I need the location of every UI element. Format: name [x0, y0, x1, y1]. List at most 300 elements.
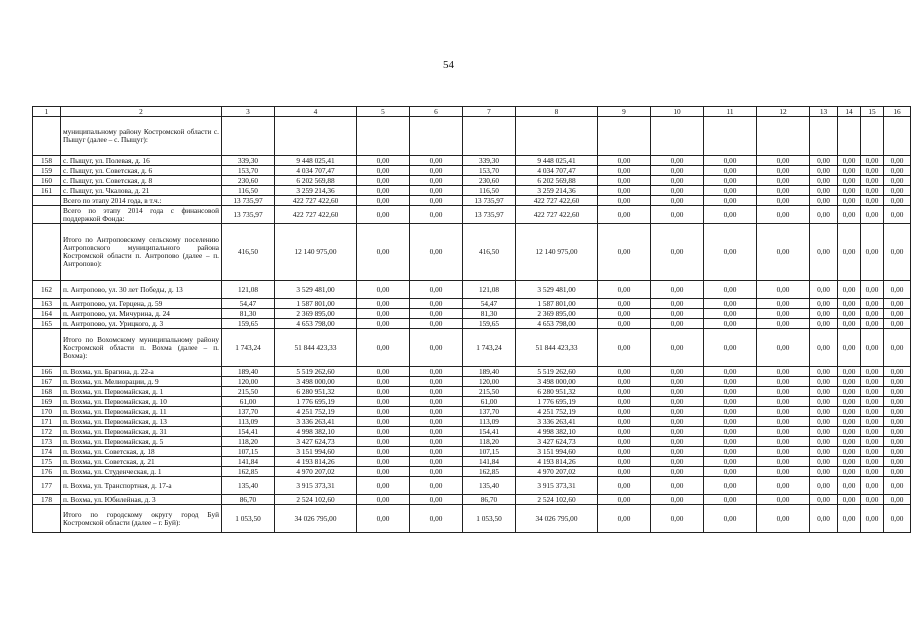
value-cell: 0,00 — [884, 467, 911, 477]
value-cell: 3 151 994,60 — [275, 447, 357, 457]
value-cell: 0,00 — [884, 387, 911, 397]
value-cell: 0,00 — [704, 319, 757, 329]
value-cell: 0,00 — [757, 196, 810, 206]
value-cell: 0,00 — [704, 477, 757, 495]
value-cell: 0,00 — [884, 299, 911, 309]
address-cell: п. Вохма, ул. Транспортная, д. 17-а — [61, 477, 222, 495]
value-cell: 81,30 — [463, 309, 516, 319]
value-cell: 0,00 — [838, 281, 861, 299]
value-cell: 0,00 — [357, 156, 410, 166]
value-cell: 159,65 — [222, 319, 275, 329]
column-header: 3 — [222, 107, 275, 117]
row-number-cell: 171 — [33, 417, 61, 427]
value-cell: 0,00 — [838, 505, 861, 533]
value-cell: 0,00 — [810, 467, 838, 477]
table-row — [33, 117, 911, 156]
value-cell: 4 970 207,02 — [275, 467, 357, 477]
value-cell: 113,09 — [463, 417, 516, 427]
value-cell: 0,00 — [838, 206, 861, 224]
value-cell: 0,00 — [651, 196, 704, 206]
value-cell: 0,00 — [598, 196, 651, 206]
value-cell: 0,00 — [357, 196, 410, 206]
value-cell: 13 735,97 — [463, 206, 516, 224]
value-cell: 339,30 — [463, 156, 516, 166]
value-cell: 86,70 — [463, 495, 516, 505]
value-cell: 4 653 798,00 — [516, 319, 598, 329]
row-number-cell: 163 — [33, 299, 61, 309]
value-cell: 3 498 000,00 — [275, 377, 357, 387]
value-cell: 0,00 — [861, 224, 884, 281]
value-cell: 3 427 624,73 — [516, 437, 598, 447]
value-cell: 0,00 — [410, 224, 463, 281]
value-cell: 0,00 — [704, 377, 757, 387]
value-cell: 189,40 — [463, 367, 516, 377]
value-cell: 0,00 — [838, 299, 861, 309]
row-number-cell — [33, 117, 61, 156]
value-cell: 0,00 — [810, 309, 838, 319]
address-cell: п. Вохма, ул. Брагина, д. 22-а — [61, 367, 222, 377]
value-cell: 6 202 569,88 — [516, 176, 598, 186]
value-cell: 422 727 422,60 — [516, 196, 598, 206]
value-cell: 0,00 — [861, 397, 884, 407]
value-cell: 0,00 — [704, 407, 757, 417]
value-cell: 0,00 — [838, 447, 861, 457]
table-row — [33, 397, 911, 407]
row-number-cell: 175 — [33, 457, 61, 467]
value-cell: 4 998 382,10 — [275, 427, 357, 437]
address-cell: п. Вохма, ул. Юбилейная, д. 3 — [61, 495, 222, 505]
value-cell: 0,00 — [410, 156, 463, 166]
value-cell: 0,00 — [410, 196, 463, 206]
value-cell: 0,00 — [838, 156, 861, 166]
value-cell: 0,00 — [357, 387, 410, 397]
value-cell: 0,00 — [884, 156, 911, 166]
row-number-cell: 159 — [33, 166, 61, 176]
value-cell: 3 498 000,00 — [516, 377, 598, 387]
value-cell: 0,00 — [410, 407, 463, 417]
row-number-cell: 160 — [33, 176, 61, 186]
value-cell: 0,00 — [838, 427, 861, 437]
value-cell: 0,00 — [357, 427, 410, 437]
value-cell: 0,00 — [410, 166, 463, 176]
value-cell: 0,00 — [810, 186, 838, 196]
column-header: 4 — [275, 107, 357, 117]
value-cell: 422 727 422,60 — [516, 206, 598, 224]
value-cell: 0,00 — [704, 427, 757, 437]
value-cell: 0,00 — [810, 407, 838, 417]
page-number: 54 — [443, 59, 454, 71]
value-cell: 0,00 — [651, 329, 704, 367]
value-cell: 0,00 — [861, 166, 884, 176]
address-cell: п. Вохма, ул. Советская, д. 21 — [61, 457, 222, 467]
address-cell: п. Вохма, ул. Первомайская, д. 11 — [61, 407, 222, 417]
value-cell: 0,00 — [598, 457, 651, 467]
table-row — [33, 166, 911, 176]
table-row — [33, 281, 911, 299]
value-cell: 4 034 707,47 — [516, 166, 598, 176]
value-cell: 0,00 — [838, 309, 861, 319]
address-cell: Всего по этапу 2014 года с финансовой поддержкой Фонда: — [61, 206, 222, 224]
address-cell: п. Вохма, ул. Первомайская, д. 13 — [61, 417, 222, 427]
value-cell: 51 844 423,33 — [516, 329, 598, 367]
value-cell: 0,00 — [757, 495, 810, 505]
value-cell: 0,00 — [357, 319, 410, 329]
value-cell: 0,00 — [651, 505, 704, 533]
value-cell: 0,00 — [598, 397, 651, 407]
row-number-cell — [33, 505, 61, 533]
value-cell: 0,00 — [357, 407, 410, 417]
value-cell: 3 259 214,36 — [516, 186, 598, 196]
value-cell: 0,00 — [884, 505, 911, 533]
value-cell: 0,00 — [884, 377, 911, 387]
value-cell: 3 529 481,00 — [275, 281, 357, 299]
value-cell: 0,00 — [757, 457, 810, 467]
value-cell: 0,00 — [861, 407, 884, 417]
value-cell: 0,00 — [861, 299, 884, 309]
value-cell: 0,00 — [357, 467, 410, 477]
value-cell: 3 529 481,00 — [516, 281, 598, 299]
address-cell: п. Вохма, ул. Первомайская, д. 1 — [61, 387, 222, 397]
value-cell: 4 653 798,00 — [275, 319, 357, 329]
column-header: 6 — [410, 107, 463, 117]
value-cell: 0,00 — [810, 377, 838, 387]
value-cell: 0,00 — [810, 417, 838, 427]
value-cell: 81,30 — [222, 309, 275, 319]
value-cell: 0,00 — [838, 329, 861, 367]
value-cell: 0,00 — [757, 397, 810, 407]
value-cell — [516, 117, 598, 156]
value-cell: 0,00 — [598, 281, 651, 299]
row-number-cell — [33, 329, 61, 367]
value-cell: 154,41 — [222, 427, 275, 437]
value-cell: 0,00 — [357, 329, 410, 367]
value-cell: 215,50 — [222, 387, 275, 397]
value-cell: 0,00 — [598, 407, 651, 417]
value-cell: 0,00 — [861, 176, 884, 186]
value-cell: 0,00 — [838, 186, 861, 196]
value-cell: 0,00 — [861, 417, 884, 427]
table-row — [33, 387, 911, 397]
value-cell: 0,00 — [810, 367, 838, 377]
value-cell: 0,00 — [410, 417, 463, 427]
column-header: 14 — [838, 107, 861, 117]
value-cell: 0,00 — [598, 377, 651, 387]
value-cell: 0,00 — [884, 427, 911, 437]
value-cell: 0,00 — [757, 427, 810, 437]
row-number-cell: 166 — [33, 367, 61, 377]
value-cell: 1 743,24 — [463, 329, 516, 367]
value-cell: 0,00 — [651, 447, 704, 457]
value-cell: 0,00 — [704, 176, 757, 186]
value-cell: 0,00 — [704, 329, 757, 367]
value-cell: 0,00 — [810, 397, 838, 407]
address-cell: п. Вохма, ул. Советская, д. 18 — [61, 447, 222, 457]
address-cell: Итого по городскому округу город Буй Костромской области (далее – г. Буй): — [61, 505, 222, 533]
address-cell: п. Антропово, ул. Урицкого, д. 3 — [61, 319, 222, 329]
value-cell: 0,00 — [598, 477, 651, 495]
value-cell: 86,70 — [222, 495, 275, 505]
value-cell: 0,00 — [861, 156, 884, 166]
value-cell: 0,00 — [861, 367, 884, 377]
value-cell: 116,50 — [222, 186, 275, 196]
value-cell: 4 193 814,26 — [275, 457, 357, 467]
value-cell — [884, 117, 911, 156]
value-cell: 107,15 — [222, 447, 275, 457]
value-cell: 2 369 895,00 — [516, 309, 598, 319]
value-cell: 0,00 — [838, 377, 861, 387]
column-header: 16 — [884, 107, 911, 117]
value-cell: 0,00 — [357, 309, 410, 319]
value-cell: 0,00 — [884, 166, 911, 176]
value-cell: 34 026 795,00 — [275, 505, 357, 533]
address-cell: п. Вохма, ул. Студенческая, д. 1 — [61, 467, 222, 477]
value-cell: 9 448 025,41 — [275, 156, 357, 166]
value-cell: 0,00 — [757, 387, 810, 397]
row-number-cell: 158 — [33, 156, 61, 166]
value-cell: 0,00 — [598, 329, 651, 367]
value-cell: 0,00 — [884, 319, 911, 329]
value-cell: 0,00 — [757, 447, 810, 457]
value-cell: 0,00 — [651, 319, 704, 329]
value-cell: 0,00 — [410, 206, 463, 224]
value-cell: 0,00 — [410, 309, 463, 319]
column-header: 13 — [810, 107, 838, 117]
value-cell: 153,70 — [222, 166, 275, 176]
value-cell: 0,00 — [838, 477, 861, 495]
value-cell: 0,00 — [651, 166, 704, 176]
value-cell — [810, 117, 838, 156]
table-row — [33, 467, 911, 477]
value-cell: 0,00 — [810, 427, 838, 437]
row-number-cell: 162 — [33, 281, 61, 299]
row-number-cell: 169 — [33, 397, 61, 407]
value-cell: 0,00 — [838, 467, 861, 477]
row-number-cell: 168 — [33, 387, 61, 397]
table-row — [33, 437, 911, 447]
value-cell: 0,00 — [838, 224, 861, 281]
row-number-cell: 164 — [33, 309, 61, 319]
value-cell: 0,00 — [598, 206, 651, 224]
value-cell: 0,00 — [598, 417, 651, 427]
value-cell: 0,00 — [598, 447, 651, 457]
value-cell: 4 034 707,47 — [275, 166, 357, 176]
value-cell: 0,00 — [410, 281, 463, 299]
value-cell: 121,08 — [463, 281, 516, 299]
value-cell: 3 427 624,73 — [275, 437, 357, 447]
value-cell: 0,00 — [757, 309, 810, 319]
value-cell: 0,00 — [598, 176, 651, 186]
value-cell: 141,84 — [222, 457, 275, 467]
value-cell: 0,00 — [838, 367, 861, 377]
value-cell — [838, 117, 861, 156]
row-number-cell: 178 — [33, 495, 61, 505]
address-cell: муниципальному району Костромской области с. Пыщуг (далее – с. Пыщуг): — [61, 117, 222, 156]
value-cell: 0,00 — [651, 156, 704, 166]
value-cell: 0,00 — [757, 367, 810, 377]
value-cell: 0,00 — [651, 397, 704, 407]
value-cell: 0,00 — [410, 377, 463, 387]
address-cell: Итого по Вохомскому муниципальному району Костромской области п. Вохма (далее – п. Вохма): — [61, 329, 222, 367]
value-cell: 0,00 — [810, 156, 838, 166]
value-cell: 0,00 — [757, 281, 810, 299]
value-cell: 5 519 262,60 — [275, 367, 357, 377]
value-cell: 0,00 — [357, 367, 410, 377]
value-cell: 0,00 — [410, 397, 463, 407]
value-cell: 0,00 — [861, 437, 884, 447]
value-cell: 0,00 — [704, 467, 757, 477]
value-cell: 0,00 — [651, 224, 704, 281]
value-cell: 12 140 975,00 — [516, 224, 598, 281]
value-cell: 0,00 — [357, 437, 410, 447]
column-header: 9 — [598, 107, 651, 117]
row-number-cell: 174 — [33, 447, 61, 457]
column-header: 11 — [704, 107, 757, 117]
value-cell: 215,50 — [463, 387, 516, 397]
value-cell: 0,00 — [884, 186, 911, 196]
table-row — [33, 427, 911, 437]
value-cell: 0,00 — [810, 224, 838, 281]
value-cell: 0,00 — [757, 176, 810, 186]
table-row — [33, 457, 911, 467]
value-cell: 0,00 — [884, 196, 911, 206]
value-cell: 54,47 — [222, 299, 275, 309]
value-cell: 0,00 — [810, 319, 838, 329]
value-cell: 118,20 — [463, 437, 516, 447]
value-cell: 3 336 263,41 — [275, 417, 357, 427]
table-row — [33, 407, 911, 417]
value-cell: 0,00 — [598, 437, 651, 447]
value-cell: 0,00 — [757, 417, 810, 427]
column-header: 15 — [861, 107, 884, 117]
value-cell: 0,00 — [357, 447, 410, 457]
value-cell: 0,00 — [838, 196, 861, 206]
value-cell: 0,00 — [861, 387, 884, 397]
value-cell: 0,00 — [357, 377, 410, 387]
column-header: 2 — [61, 107, 222, 117]
table-row — [33, 176, 911, 186]
value-cell — [463, 117, 516, 156]
value-cell: 4 251 752,19 — [275, 407, 357, 417]
address-cell: п. Вохма, ул. Первомайская, д. 31 — [61, 427, 222, 437]
value-cell: 0,00 — [838, 387, 861, 397]
value-cell: 12 140 975,00 — [275, 224, 357, 281]
value-cell: 0,00 — [704, 196, 757, 206]
value-cell: 0,00 — [704, 224, 757, 281]
value-cell: 0,00 — [757, 505, 810, 533]
value-cell: 0,00 — [598, 505, 651, 533]
value-cell: 3 336 263,41 — [516, 417, 598, 427]
value-cell: 0,00 — [757, 407, 810, 417]
value-cell: 0,00 — [651, 427, 704, 437]
value-cell: 154,41 — [463, 427, 516, 437]
value-cell: 141,84 — [463, 457, 516, 467]
value-cell: 0,00 — [884, 281, 911, 299]
table-row — [33, 299, 911, 309]
value-cell: 0,00 — [410, 477, 463, 495]
value-cell: 153,70 — [463, 166, 516, 176]
address-cell: с. Пыщуг, ул. Чкалова, д. 21 — [61, 186, 222, 196]
value-cell: 0,00 — [357, 224, 410, 281]
value-cell: 0,00 — [838, 437, 861, 447]
value-cell: 6 280 951,32 — [516, 387, 598, 397]
value-cell: 0,00 — [410, 186, 463, 196]
value-cell: 0,00 — [757, 299, 810, 309]
value-cell: 0,00 — [651, 467, 704, 477]
value-cell: 107,15 — [463, 447, 516, 457]
value-cell: 0,00 — [861, 495, 884, 505]
address-cell: Всего по этапу 2014 года, в т.ч.: — [61, 196, 222, 206]
value-cell: 0,00 — [598, 427, 651, 437]
value-cell: 0,00 — [757, 477, 810, 495]
value-cell: 0,00 — [884, 437, 911, 447]
value-cell: 0,00 — [410, 467, 463, 477]
value-cell: 0,00 — [810, 505, 838, 533]
value-cell: 0,00 — [598, 367, 651, 377]
value-cell: 0,00 — [810, 206, 838, 224]
value-cell: 135,40 — [222, 477, 275, 495]
value-cell: 0,00 — [357, 281, 410, 299]
value-cell: 13 735,97 — [463, 196, 516, 206]
value-cell — [598, 117, 651, 156]
column-header: 1 — [33, 107, 61, 117]
value-cell: 2 369 895,00 — [275, 309, 357, 319]
value-cell: 0,00 — [704, 457, 757, 467]
value-cell: 1 776 695,19 — [516, 397, 598, 407]
table-header-row — [33, 107, 911, 117]
value-cell: 13 735,97 — [222, 196, 275, 206]
value-cell: 61,00 — [222, 397, 275, 407]
address-cell: с. Пыщуг, ул. Советская, д. 6 — [61, 166, 222, 176]
value-cell: 422 727 422,60 — [275, 206, 357, 224]
value-cell: 34 026 795,00 — [516, 505, 598, 533]
value-cell — [222, 117, 275, 156]
table-row — [33, 319, 911, 329]
value-cell: 0,00 — [357, 186, 410, 196]
value-cell: 0,00 — [838, 397, 861, 407]
value-cell: 2 524 102,60 — [516, 495, 598, 505]
value-cell: 135,40 — [463, 477, 516, 495]
value-cell: 0,00 — [884, 367, 911, 377]
value-cell: 0,00 — [598, 186, 651, 196]
value-cell: 137,70 — [463, 407, 516, 417]
value-cell: 0,00 — [704, 505, 757, 533]
value-cell: 0,00 — [410, 505, 463, 533]
value-cell: 0,00 — [861, 319, 884, 329]
value-cell: 230,60 — [463, 176, 516, 186]
column-header: 8 — [516, 107, 598, 117]
address-cell: Итого по Антроповскому сельскому поселению Антроповского муниципального района Костромской области п. Антропово (далее – п. Антропово): — [61, 224, 222, 281]
value-cell — [651, 117, 704, 156]
value-cell: 0,00 — [598, 387, 651, 397]
value-cell: 0,00 — [757, 319, 810, 329]
value-cell: 162,85 — [222, 467, 275, 477]
value-cell: 0,00 — [757, 206, 810, 224]
value-cell: 0,00 — [861, 281, 884, 299]
row-number-cell — [33, 224, 61, 281]
value-cell: 0,00 — [861, 309, 884, 319]
value-cell: 0,00 — [704, 206, 757, 224]
value-cell: 0,00 — [651, 477, 704, 495]
table-row — [33, 156, 911, 166]
table-row — [33, 196, 911, 206]
value-cell: 0,00 — [884, 447, 911, 457]
row-number-cell: 167 — [33, 377, 61, 387]
column-header: 10 — [651, 107, 704, 117]
row-number-cell: 176 — [33, 467, 61, 477]
value-cell: 0,00 — [884, 206, 911, 224]
value-cell: 121,08 — [222, 281, 275, 299]
value-cell: 0,00 — [884, 309, 911, 319]
